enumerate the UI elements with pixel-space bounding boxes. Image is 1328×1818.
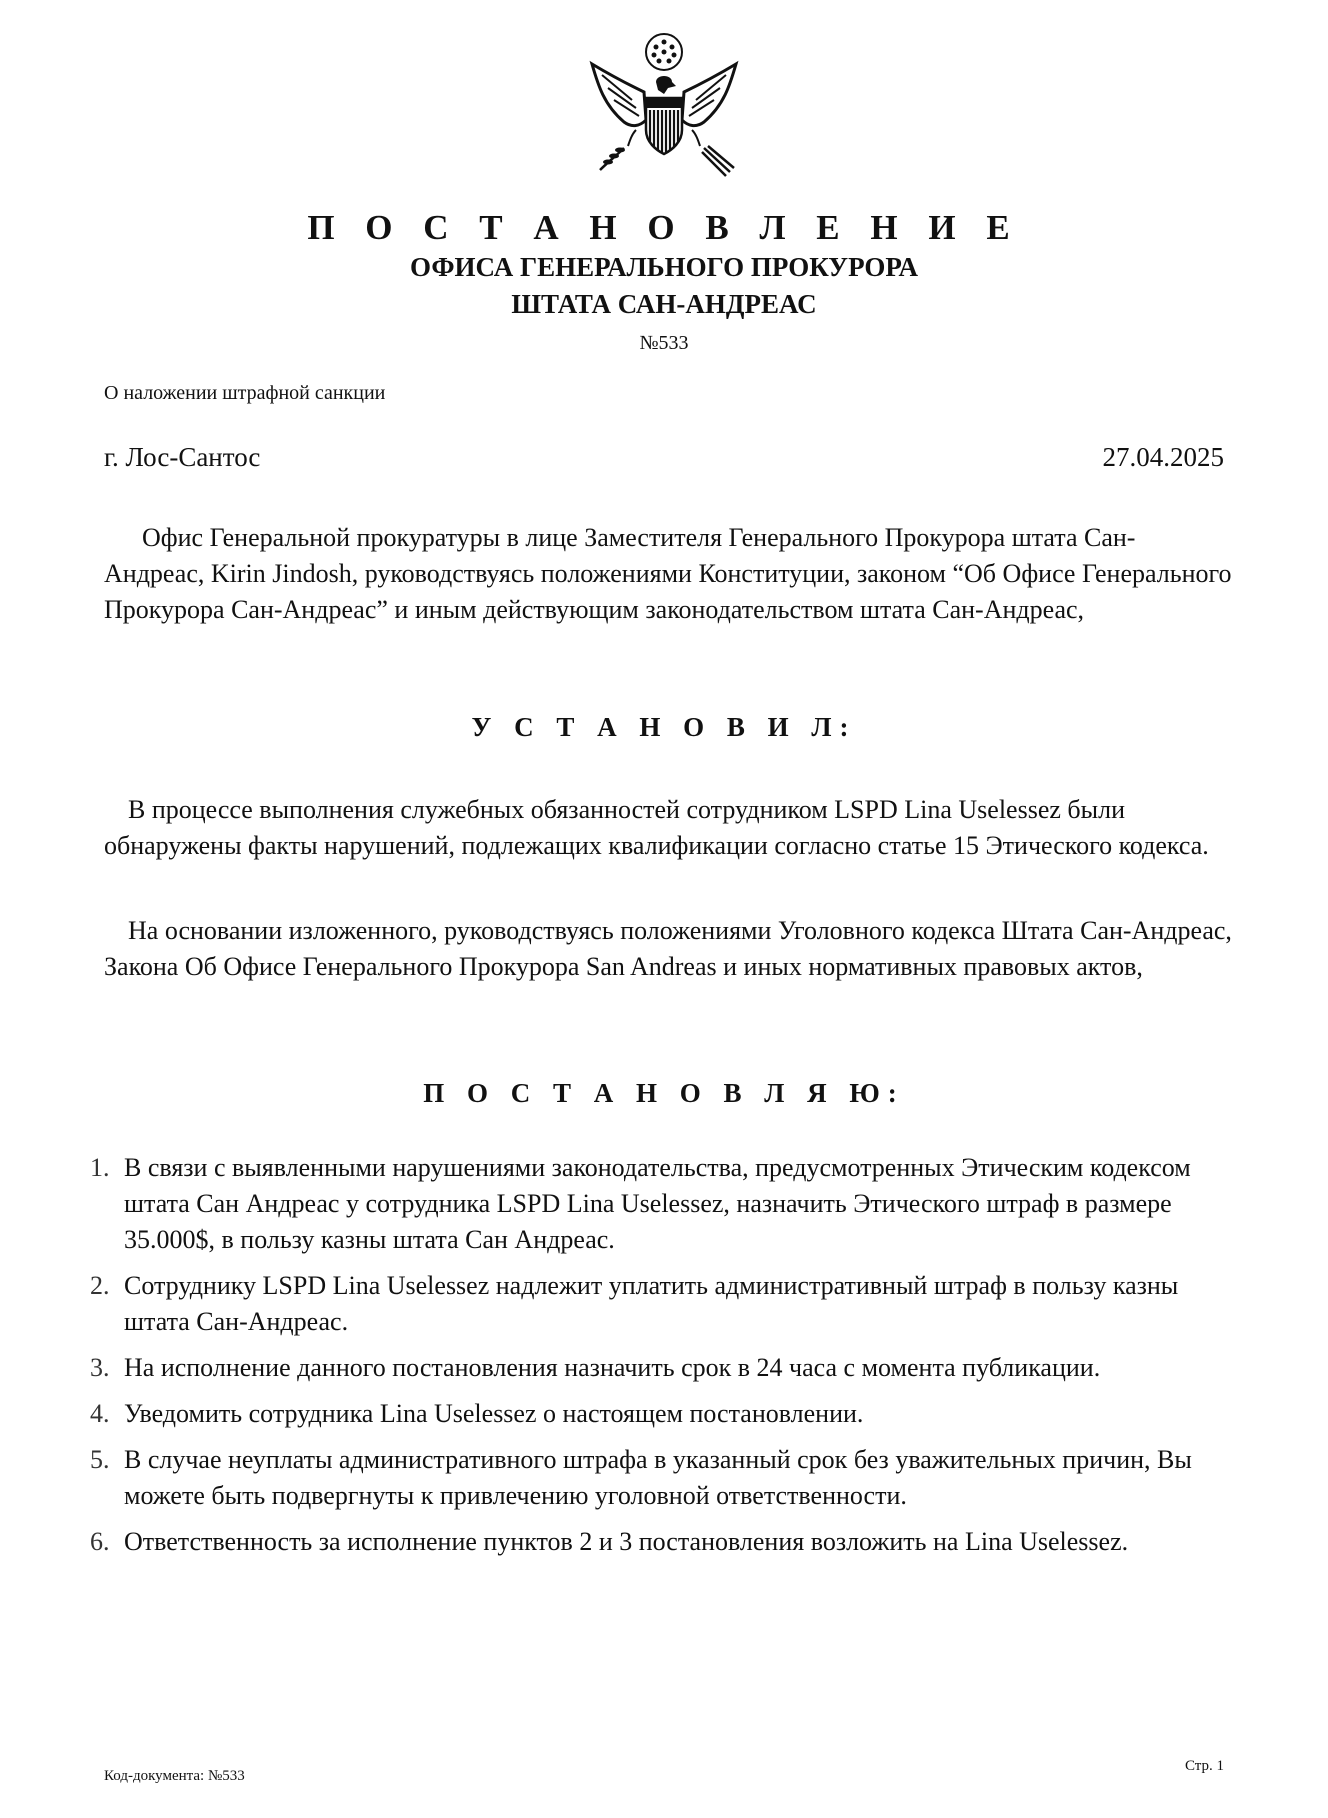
list-item-number: 3.: [90, 1353, 110, 1382]
resolution-list: [90, 1150, 1240, 1570]
list-item: [90, 1442, 1240, 1514]
list-item: [90, 1524, 1240, 1560]
established-heading: У С Т А Н О В И Л:: [471, 712, 857, 742]
eagle-seal-icon: [584, 30, 744, 180]
document-date: 27.04.2025: [1102, 442, 1224, 472]
document-place: г. Лос-Сантос: [104, 442, 261, 472]
list-item: [90, 1350, 1240, 1386]
list-item-text: На исполнение данного постановления назначить срок в 24 часа с момента публикации.: [124, 1353, 1101, 1382]
list-item: [90, 1396, 1240, 1432]
list-item-number: 2.: [90, 1271, 110, 1300]
established-paragraph: В процессе выполнения служебных обязанностей сотрудником LSPD Lina Uselessez были обнаружены факты нарушений, подлежащих квалификации согласно статье 15 Этического кодекса.: [104, 795, 1209, 860]
established-paragraph: На основании изложенного, руководствуясь положениями Уголовного кодекса Штата Сан-Андреас, Закона Об Офисе Генерального Прокурора San Andreas и иных нормативных правовых актов,: [104, 916, 1232, 981]
issuer-line-1: ОФИСА ГЕНЕРАЛЬНОГО ПРОКУРОРА: [410, 252, 918, 282]
document-title: П О С Т А Н О В Л Е Н И Е: [307, 208, 1021, 247]
resolution-heading: П О С Т А Н О В Л Я Ю:: [423, 1078, 905, 1108]
list-item-text: Сотруднику LSPD Lina Uselessez надлежит уплатить административный штраф в пользу казны штата Сан-Андреас.: [124, 1271, 1179, 1336]
document-number: №533: [639, 332, 689, 354]
intro-paragraph: Офис Генеральной прокуратуры в лице Заместителя Генерального Прокурора штата Сан-Андреас, Kirin Jindosh, руководствуясь положениями Конституции, законом “Об Офисе Генерального Прокурора Сан-Андреас” и иным действующим законодательством штата Сан-Андреас,: [104, 523, 1232, 624]
issuer-line-2: ШТАТА САН-АНДРЕАС: [511, 289, 817, 319]
list-item-text: В связи с выявленными нарушениями законодательства, предусмотренных Этическим кодексом штата Сан Андреас у сотрудника LSPD Lina Uselessez, назначить Этического штраф в размере 35.000$, в пользу казны штата Сан Андреас.: [124, 1153, 1191, 1254]
document-subject: О наложении штрафной санкции: [104, 382, 386, 404]
footer-document-code: Код-документа: №533: [104, 1768, 245, 1784]
list-item-number: 4.: [90, 1399, 110, 1428]
list-item-text: Уведомить сотрудника Lina Uselessez о настоящем постановлении.: [124, 1399, 864, 1428]
list-item-number: 6.: [90, 1527, 110, 1556]
list-item-text: Ответственность за исполнение пунктов 2 и 3 постановления возложить на Lina Uselessez.: [124, 1527, 1129, 1556]
list-item: [90, 1268, 1240, 1340]
footer-page-number: Стр. 1: [1184, 1758, 1224, 1774]
list-item: [90, 1150, 1240, 1258]
list-item-number: 1.: [90, 1153, 110, 1182]
list-item-text: В случае неуплаты административного штрафа в указанный срок без уважительных причин, Вы можете быть подвергнуты к привлечению уголовной ответственности.: [124, 1445, 1192, 1510]
list-item-number: 5.: [90, 1445, 110, 1474]
